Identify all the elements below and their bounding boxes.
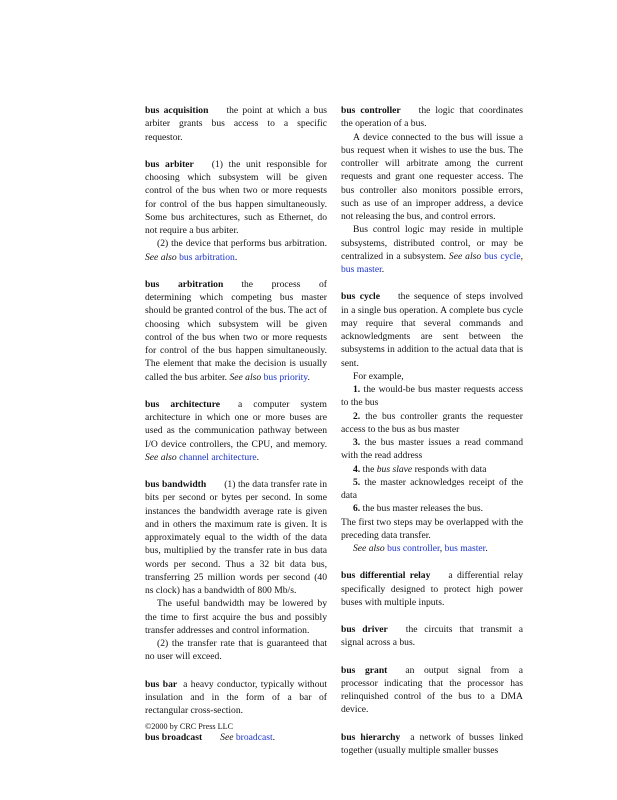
step-item [341, 436, 523, 463]
step-number: 2. [353, 410, 361, 422]
crossref-link-channel-architecture[interactable]: channel architecture [179, 451, 257, 463]
entry-term: bus arbiter [145, 158, 194, 170]
crossref-link-bus-master[interactable]: bus master [444, 543, 486, 554]
step-text: the would-be bus master requests access to the bus [341, 384, 523, 409]
crossref-link-bus-cycle[interactable]: bus cycle [484, 250, 521, 262]
entry-definition: the point at which a bus arbiter grants bus access to a specific requestor. [145, 105, 328, 143]
entry-definition: (1) the data transfer rate in bits per second or bytes per second. In some instances the bandwidth average rate is given and in others the maximum rate is given. It is approximately equal to the width of the data bus, multiplied by the transfer rate in bus data words per second. Thus a 32 bit data bus, transferring 25 million words per second (40 ns clock) has a bandwidth of 800 Mb/s. [145, 479, 327, 596]
right-column [341, 104, 523, 771]
entry-bus-driver [341, 623, 523, 650]
separator: , [520, 250, 523, 262]
entry-term: bus architecture [145, 398, 221, 410]
separator: , [439, 543, 445, 554]
see-also-label: See also [145, 451, 177, 463]
crossref-link-broadcast[interactable]: broadcast [235, 732, 273, 744]
entry-term: bus bar [145, 678, 178, 690]
crossref-link-bus-arbitration[interactable]: bus arbitration [179, 251, 235, 263]
entry-definition-part: (2) the device that performs bus arbitration. [157, 238, 327, 250]
see-label: See [220, 732, 234, 744]
entry-definition: the process of determining which competing bus master should be granted control of the bus. The act of choosing which subsystem will be given control of the bus when two or more requests for control of the bus happen simultaneously. The element that make the decision is usually called the bus arbiter. [145, 278, 327, 383]
step-item [341, 463, 523, 476]
entry-definition-part: A device connected to the bus will issue a bus request when it wishes to use the bus. The controller will arbitrate among the current requests and grant one requester access. The bus controller also monitors possible errors, such as use of an improper address, a device not releasing the bus, and control errors. [341, 131, 523, 222]
entry-definition-part: Bus control logic may reside in multiple subsystems, distributed control, or may be centralized in a subsystem. [341, 224, 523, 262]
step-item [341, 476, 523, 503]
entry-definition: a computer system architecture in which one or more buses are used as the communication pathway between I/O device controllers, the CPU, and memory. [145, 398, 328, 450]
see-also-label: See also [145, 251, 177, 263]
entry-definition-part: For example, [353, 370, 404, 382]
crossref-link-bus-master[interactable]: bus master [341, 264, 382, 275]
entry-term: bus cycle [341, 291, 380, 303]
step-item [341, 410, 523, 437]
entry-term: bus controller [341, 105, 401, 116]
step-text: the [362, 463, 375, 475]
step-number: 3. [353, 437, 361, 448]
entry-definition: a heavy conductor, typically without insulation and in the form of a bar of rectangular cross-section. [145, 678, 327, 716]
entry-term: bus hierarchy [341, 731, 401, 743]
entry-definition: a differential relay specifically designed to protect high power buses with multiple inputs. [341, 570, 523, 608]
entry-bus-bandwidth [145, 478, 327, 664]
entry-definition: the circuits that transmit a signal across a bus. [341, 624, 523, 649]
entry-term: bus driver [341, 624, 388, 635]
entry-term: bus broadcast [145, 732, 203, 744]
entry-bus-cycle [341, 290, 523, 555]
punctuation: . [272, 732, 276, 744]
entry-term: bus acquisition [145, 105, 209, 116]
punctuation: . [234, 251, 238, 263]
entry-bus-controller [341, 104, 523, 276]
punctuation: . [307, 371, 310, 383]
entry-definition-part: The useful bandwidth may be lowered by the time to first acquire the bus and possibly transfer addresses and control information. [145, 598, 327, 636]
entry-term: bus arbitration [145, 278, 224, 290]
entry-bus-grant [341, 664, 523, 717]
entry-bus-architecture [145, 398, 327, 464]
see-also-label: See also [353, 543, 385, 554]
entry-definition: the logic that coordinates the operation of a bus. [341, 105, 523, 130]
entry-definition: (1) the unit responsible for choosing which subsystem will be given control of the bus when two or more requests for control of the bus happen simultaneously. Some bus architectures, such as Ethernet, do not require a bus arbiter. [145, 158, 327, 236]
crossref-link-bus-priority[interactable]: bus priority [263, 371, 308, 383]
punctuation: . [485, 543, 488, 554]
entry-bus-acquisition [145, 104, 327, 144]
step-text: the bus controller grants the requester access to the bus as bus master [341, 410, 524, 435]
entry-definition: the sequence of steps involved in a single bus operation. A complete bus cycle may require that several commands and acknowledgments are sent between the subsystems in addition to the actual data that is sent. [341, 291, 523, 369]
step-number: 5. [353, 476, 361, 488]
left-column [145, 104, 327, 759]
entry-bus-differential-relay [341, 569, 523, 609]
entry-definition-part: The first two steps may be overlapped with the preceding data transfer. [341, 516, 523, 541]
entry-bus-arbitration [145, 278, 327, 384]
punctuation: . [381, 264, 385, 275]
step-number: 1. [353, 384, 361, 395]
entry-definition: an output signal from a processor indicating that the processor has relinquished control of the bus to a DMA device. [341, 664, 523, 716]
copyright-footer: ©2000 by CRC Press LLC [145, 722, 234, 731]
step-number: 6. [353, 503, 361, 515]
entry-bus-broadcast [145, 731, 327, 744]
step-text-italic: bus slave [376, 463, 413, 475]
crossref-link-bus-controller[interactable]: bus controller [387, 543, 440, 554]
entry-bus-bar [145, 678, 327, 718]
entry-bus-hierarchy [341, 731, 523, 758]
punctuation: . [256, 451, 260, 463]
step-item [341, 502, 523, 515]
see-also-label: See also [448, 250, 482, 262]
step-number: 4. [353, 463, 361, 475]
entry-bus-arbiter [145, 158, 327, 264]
entry-term: bus grant [341, 664, 388, 676]
step-text: responds with data [414, 463, 487, 475]
step-text: the bus master issues a read command with the read address [341, 437, 524, 462]
entry-definition: a network of busses linked together (usually multiple smaller busses [341, 731, 523, 756]
step-text: the master acknowledges receipt of the data [341, 476, 523, 501]
see-also-label: See also [229, 371, 262, 383]
entry-definition-part: (2) the transfer rate that is guaranteed that no user will exceed. [145, 638, 327, 663]
entry-term: bus bandwidth [145, 479, 207, 490]
entry-term: bus differential relay [341, 570, 431, 582]
step-text: the bus master releases the bus. [362, 503, 484, 515]
step-item [341, 383, 523, 410]
